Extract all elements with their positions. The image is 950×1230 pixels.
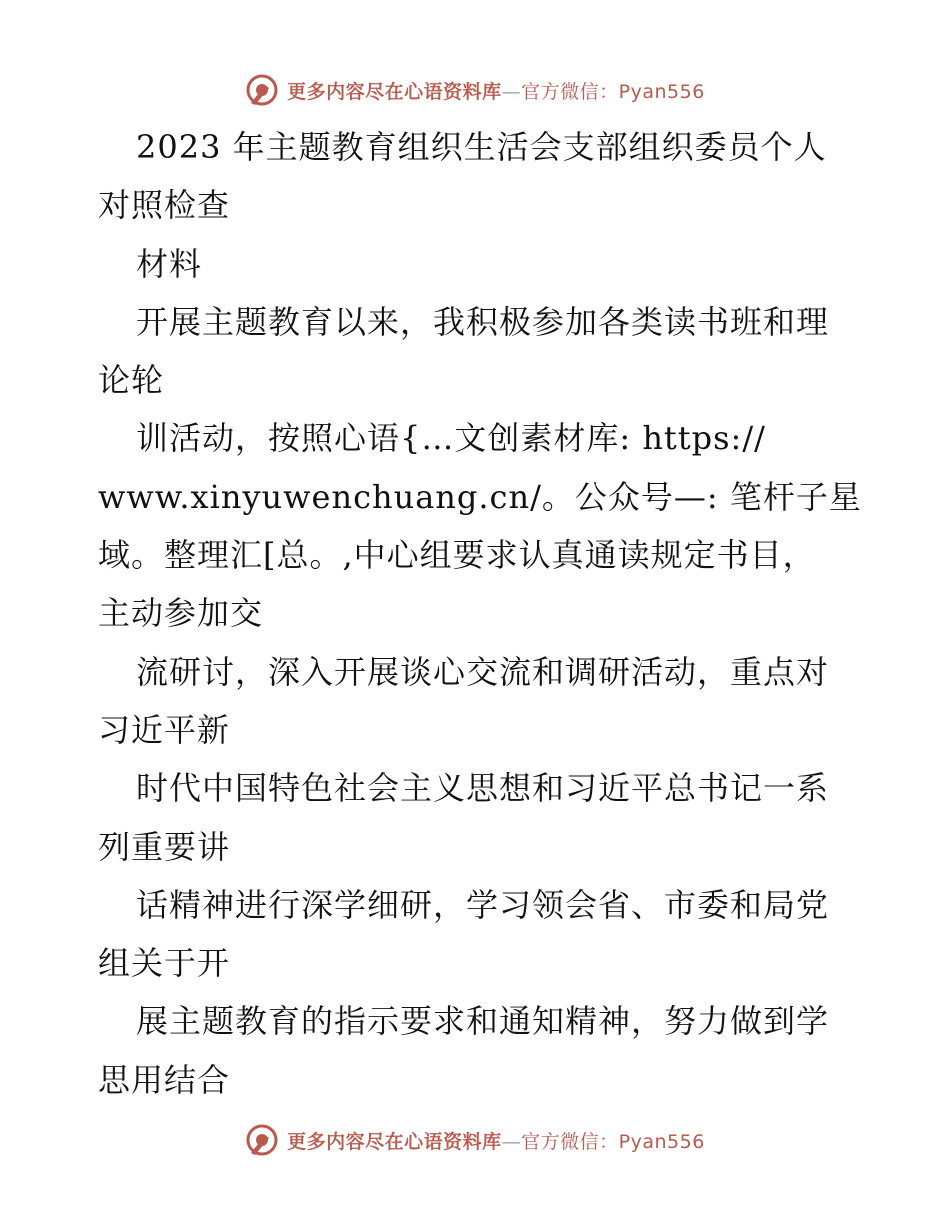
document-body [98, 118, 862, 1109]
doc-line: 材料 [136, 244, 203, 283]
doc-line: 域。整理汇[总。,中心组要求认真通读规定书目， [98, 536, 816, 575]
doc-line: 训活动，按照心语{…文创素材库: https:// [136, 419, 766, 458]
doc-line: 主动参加交 [98, 594, 264, 633]
footer-watermark-banner [0, 1120, 950, 1160]
banner-separator: — [501, 1130, 522, 1153]
doc-line: 话精神进行深学细研，学习领会省、市委和局党 [136, 885, 830, 924]
doc-line: 时代中国特色社会主义思想和习近平总书记一系 [136, 769, 830, 808]
header-watermark-banner [0, 70, 950, 110]
doc-line: 2023 年主题教育组织生活会支部组织委员个人 [136, 128, 827, 166]
doc-line: 对照检查 [98, 186, 231, 225]
doc-line: 列重要讲 [98, 827, 231, 866]
doc-line: 习近平新 [98, 710, 231, 749]
banner-wechat: 官方微信：Pyan556 [521, 1130, 705, 1153]
doc-line: 思用结合 [98, 1060, 231, 1099]
banner-wechat: 官方微信：Pyan556 [521, 80, 705, 103]
banner-separator: — [501, 80, 522, 103]
pen-logo-icon [245, 73, 279, 107]
doc-line: 论轮 [98, 361, 165, 400]
banner-text: 更多内容尽在心语资料库 [287, 80, 502, 103]
doc-line: 开展主题教育以来，我积极参加各类读书班和理 [136, 302, 830, 341]
banner-text: 更多内容尽在心语资料库 [287, 1130, 502, 1153]
doc-line: 展主题教育的指示要求和通知精神，努力做到学 [136, 1002, 830, 1041]
doc-line: www.xinyuwenchuang.cn/。公众号—: 笔杆子星 [98, 477, 862, 516]
doc-line: 组关于开 [98, 944, 231, 983]
doc-line: 流研讨，深入开展谈心交流和调研活动，重点对 [136, 652, 830, 691]
pen-logo-icon [245, 1123, 279, 1157]
